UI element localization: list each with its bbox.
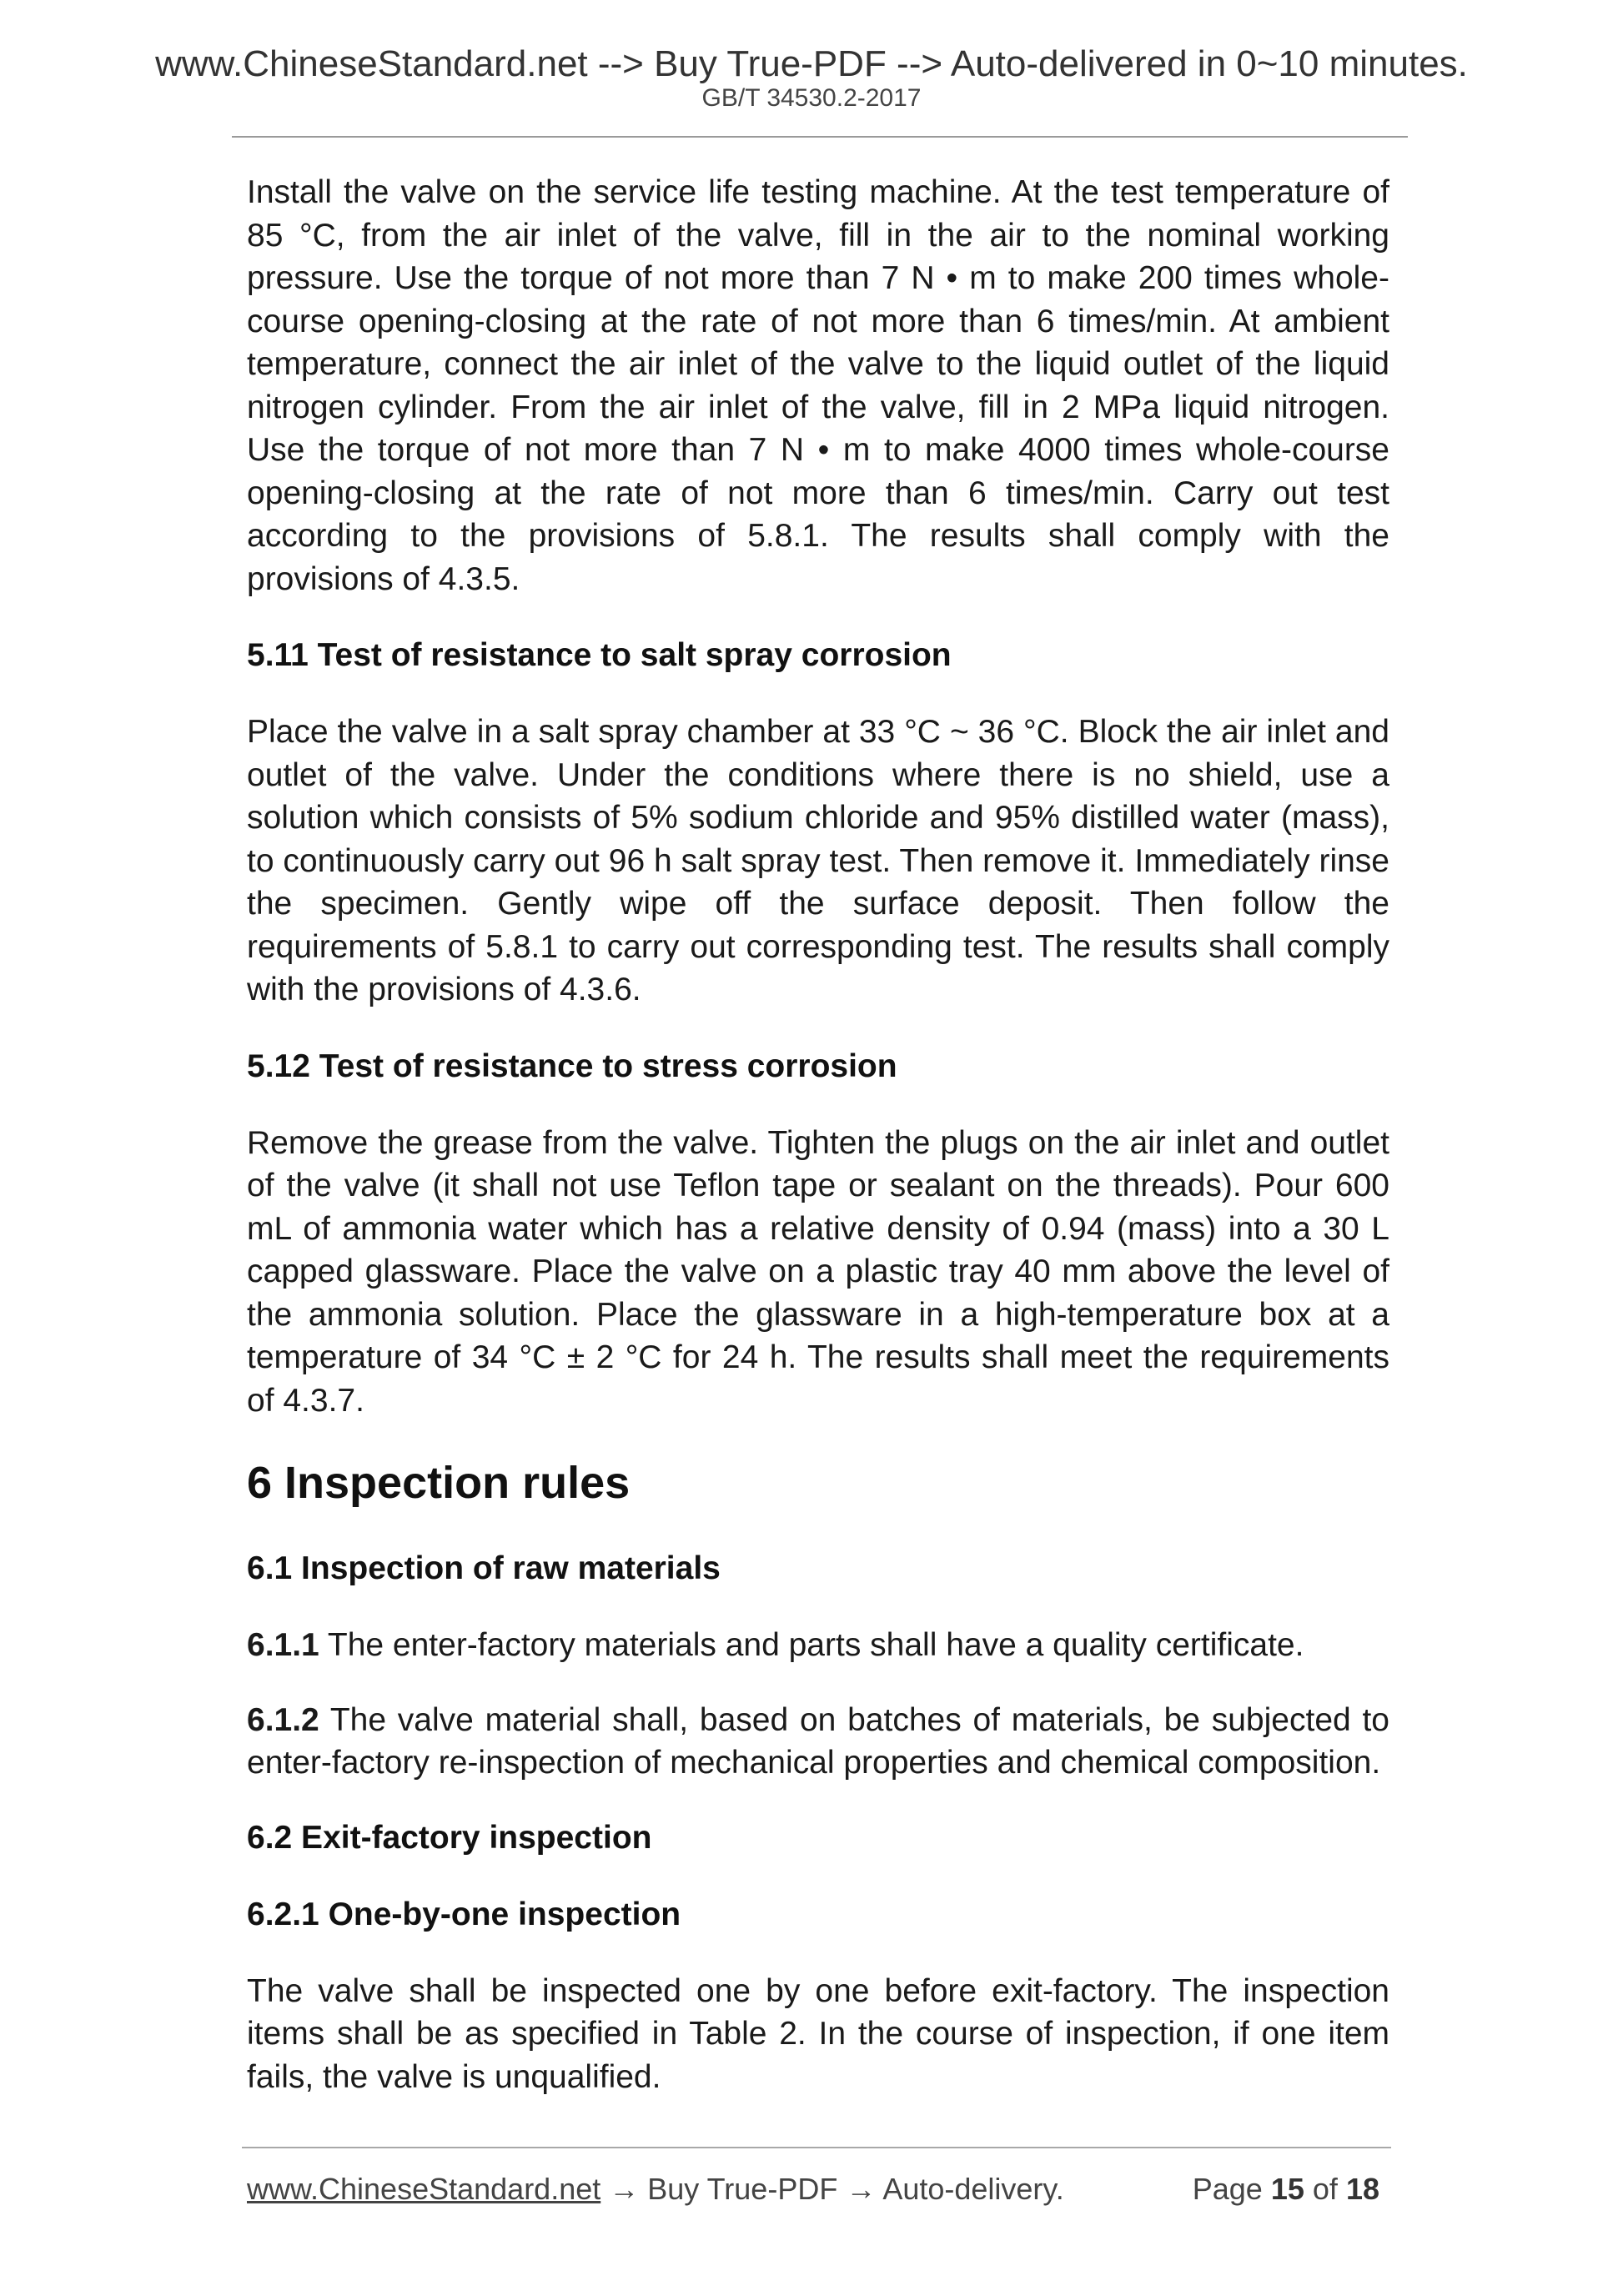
footer-site-link[interactable]: www.ChineseStandard.net (247, 2172, 601, 2206)
section-5-12-text: Remove the grease from the valve. Tighten the plugs on the air inlet and outlet of the valve (it shall not use Teflon tape or sealant on the threads). Pour 600 mL of ammonia water which has a relative density of 0.94 (mass) into a 30 L capped glassware. Place the valve on a plastic tray 40 mm above the level of the ammonia solution. Place the glassware in a high-temperature box at a temperature of 34 °C ± 2 °C for 24 h. The results shall meet the requirements of 4.3.7. (247, 1124, 1389, 1419)
header-divider (232, 136, 1408, 138)
section-6-1-heading: 6.1 Inspection of raw materials (247, 1550, 721, 1586)
section-6-2-1-text: The valve shall be inspected one by one before exit-factory. The inspection items shall be as specified in Table 2. In the course of inspection, if one item fails, the valve is unqualified. (247, 1972, 1389, 2095)
section-5-12-heading: 5.12 Test of resistance to stress corrosion (247, 1048, 897, 1084)
clause-6-1-1-number: 6.1.1 (247, 1627, 319, 1663)
clause-6-1-1 (247, 1624, 1389, 1667)
page-footer (247, 2168, 1389, 2210)
page-current: 15 (1270, 2172, 1304, 2206)
section-6-2-heading: 6.2 Exit-factory inspection (247, 1819, 652, 1856)
clause-6-1-2 (247, 1699, 1389, 1785)
section-5-11-text: Place the valve in a salt spray chamber at 33 °C ~ 36 °C. Block the air inlet and outlet of the valve. Under the conditions where there is no shield, use a solution which consists of 5% sodium chloride and 95% distilled water (mass), to continuously carry out 96 h salt spray test. Then remove it. Immediately rinse the specimen. Gently wipe off the surface deposit. Then follow the requirements of 5.8.1 to carry out corresponding test. The results shall comply with the provisions of 4.3.6. (247, 714, 1389, 1007)
page-total: 18 (1345, 2172, 1379, 2206)
page-label: Page (1192, 2172, 1263, 2206)
site-banner: www.ChineseStandard.net --> Buy True-PDF --> Auto-delivered in 0~10 minutes. (155, 43, 1468, 84)
footer-promo-text: → Buy True-PDF → Auto-delivery. (600, 2172, 1064, 2206)
clause-6-1-2-text: The valve material shall, based on batches of materials, be subjected to enter-factory re-inspection of mechanical properties and chemical composition. (247, 1701, 1389, 1781)
clause-6-1-2-number: 6.1.2 (247, 1701, 319, 1738)
section-5-11-heading: 5.11 Test of resistance to salt spray corrosion (247, 637, 952, 673)
footer-divider (242, 2147, 1391, 2148)
of-label: of (1312, 2172, 1338, 2206)
section-6-2-1-heading: 6.2.1 One-by-one inspection (247, 1896, 681, 1932)
chapter-6-heading: 6 Inspection rules (247, 1458, 631, 1508)
standard-code: GB/T 34530.2-2017 (701, 84, 922, 112)
page-indicator (1193, 2168, 1379, 2210)
intro-paragraph: Install the valve on the service life testing machine. At the test temperature of 85 °C, from the air inlet of the valve, fill in the air to the nominal working pressure. Use the torque of not more than 7 N • m to make 200 times whole-course opening-closing at the rate of not more than 6 times/min. At ambient temperature, connect the air inlet of the valve to the liquid outlet of the liquid nitrogen cylinder. From the air inlet of the valve, fill in 2 MPa liquid nitrogen. Use the torque of not more than 7 N • m to make 4000 times whole-course opening-closing at the rate of not more than 6 times/min. Carry out test according to the provisions of 5.8.1. The results shall comply with the provisions of 4.3.5. (247, 174, 1389, 597)
footer-promo (247, 2168, 1064, 2210)
clause-6-1-1-text: The enter-factory materials and parts shall have a quality certificate. (319, 1627, 1304, 1663)
page-content (247, 171, 1389, 2132)
